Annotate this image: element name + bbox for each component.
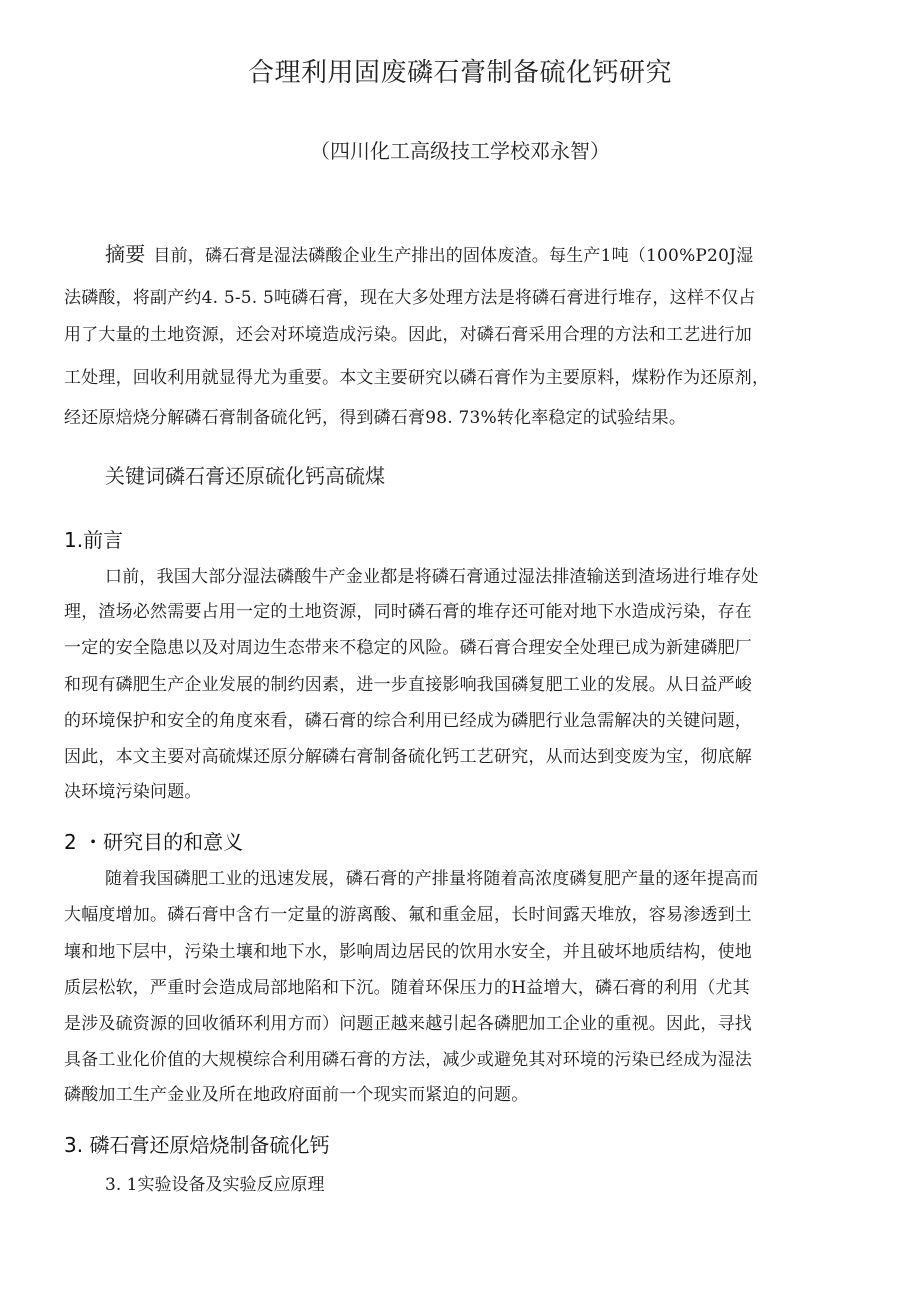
abstract-line: 用了大量的土地资源，还会对环境造成污染。因此，对磷石膏采用合理的方法和工艺进行加 [64,325,752,345]
section-heading-3: 3. 磷石膏还原焙烧制备硫化钙 [64,1133,330,1157]
author-affiliation: （四川化工高级技工学校邓永智） [310,139,610,163]
abstract-text: 目前，磷石膏是湿法磷酸企业生产排出的固体废渣。每生产1吨（100%P20J湿 [153,246,754,266]
section-2-line: 随着我国磷肥工业的迅速发展，磷石膏的产排量将随着高浓度磷复肥产量的逐年提高而 [105,869,759,889]
section-heading-1: 1.前言 [64,528,124,552]
section-1-line: 理，渣场必然需要占用一定的土地资源，同时磷石膏的堆存还可能对地下水造成污染，存在 [64,602,752,622]
section-1-line: 的环境保护和安全的角度來看，磷石膏的综合利用已经成为磷肥行业急需解决的关键问题， [64,711,752,731]
abstract-line: 经还原焙烧分解磷石膏制备硫化钙，得到磷石膏98. 73%转化率稳定的试验结果。 [64,408,687,428]
section-heading-2: 2 ・研究目的和意义 [64,830,244,854]
document-title: 合理利用固废磷石膏制备硫化钙研究 [247,58,672,88]
section-1-line: 因此，本文主要对高硫煤还原分解磷右膏制备硫化钙工艺研究，从而达到变废为宝，彻底解 [64,747,752,767]
abstract-line: 法磷酸，将副产约4. 5-5. 5吨磷石膏，现在大多处理方法是将磷石膏进行堆存，这样不仅占 [64,288,756,308]
section-2-line: 壤和地下层中，污染土壤和地下水，影响周边居民的饮用水安全，并且破坏地质结构，使地 [64,942,752,962]
section-2-line: 磷酸加工生产金业及所在地政府面前一个现实而紧迫的问题。 [64,1085,529,1105]
section-2-line: 是涉及硫资源的回收循环利用方而）问题正越来越引起各磷肥加工企业的重视。因此，寻找 [64,1014,752,1034]
section-2-line: 大幅度增加。磷石膏中含冇一定量的游离酸、氟和重金屈，长时间露天堆放，容易渗透到土 [64,905,752,925]
section-1-line: 决环境污染问题。 [64,782,202,802]
section-2-line: 质层松软，严重时会造成局部地陷和下沉。随着环保压力的H益增大，磷石膏的利用（尤其 [64,978,750,998]
subsection-heading-3-1: 3. 1实验设备及实验反应原理 [105,1175,325,1195]
section-1-line: 一定的安全隐患以及对周边生态带来不稳定的风险。磷石膏合理安全处理已成为新建磷肥厂 [64,638,752,658]
abstract-label: 摘要 [105,242,146,266]
section-2-line: 具备工业化价值的大规模综合利用磷石膏的方法，减少或避免其对环境的污染已经成为湿法 [64,1050,752,1070]
abstract-line [105,238,753,267]
section-1-line: 和现有磷肥生产企业发展的制约因素，进一步直接影响我国磷复肥工业的发展。从日益严峻 [64,675,752,695]
abstract-line: 工处理，回收利用就显得尤为重要。本文主要研究以磷石膏作为主要原料，煤粉作为还原剂， [64,368,770,388]
keywords: 关键词磷石膏还原硫化钙高硫煤 [105,464,385,488]
section-1-line: 口前，我国大部分湿法磷酸牛产金业都是将磷石膏通过湿法排渣输送到渣场进行堆存处 [105,567,759,587]
